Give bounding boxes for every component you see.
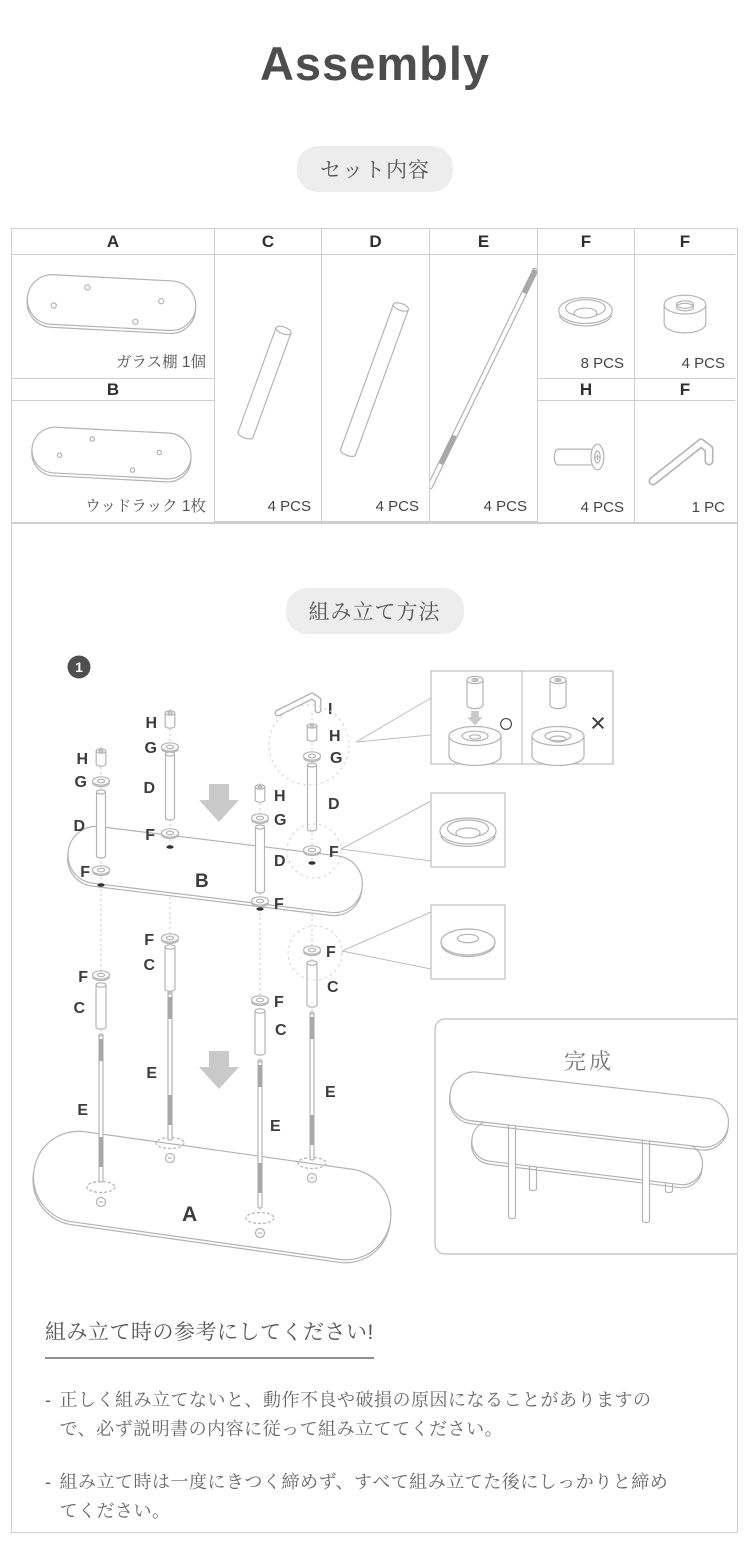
part-d-header: D: [322, 229, 430, 255]
board-a-drawing: [27, 1125, 397, 1268]
part-label-d: D: [73, 818, 85, 835]
part-f3-cell: [635, 401, 735, 522]
part-f3-header: F: [635, 379, 735, 401]
part-e-qty: 4 PCS: [483, 498, 527, 515]
assembly-method-badge: 組み立て方法: [286, 588, 464, 634]
part-f2-header: F: [635, 229, 735, 255]
note-bullet: -: [45, 1390, 52, 1410]
long-pipe-drawing: [322, 255, 429, 521]
part-label-e: E: [325, 1084, 336, 1101]
part-h-qty: 4 PCS: [580, 499, 624, 516]
threaded-rod-drawing: [430, 255, 537, 521]
completed-title: 完成: [563, 1049, 615, 1074]
part-label-f: F: [329, 844, 339, 861]
part-d-qty: 4 PCS: [375, 498, 419, 515]
page-title: Assembly: [259, 37, 491, 90]
part-c-cell: [215, 255, 322, 522]
part-a-header: A: [12, 229, 215, 255]
part-f2-cell: [635, 255, 735, 379]
part-label-d: D: [328, 796, 340, 813]
board-b-label: B: [195, 871, 209, 892]
part-label-c: C: [73, 1000, 85, 1017]
part-label-f: F: [274, 896, 284, 913]
part-label-g: G: [330, 750, 343, 767]
correct-wrong-inset: [431, 671, 613, 766]
part-label-d: D: [274, 853, 286, 870]
step-1-number: 1: [75, 659, 83, 675]
down-arrow-icon: [199, 1051, 239, 1089]
part-b-label: ウッドラック 1枚: [85, 498, 206, 515]
part-label-e: E: [77, 1102, 88, 1119]
part-a-cell: [12, 255, 215, 379]
board-b-hole: [308, 861, 315, 865]
part-f1-qty: 8 PCS: [580, 355, 624, 372]
notes-heading: 組み立て時の参考にしてください!: [45, 1316, 374, 1359]
ng-mark: ×: [590, 708, 606, 738]
note-item: [45, 1468, 670, 1526]
part-h-cell: [538, 401, 635, 522]
part-label-g: G: [74, 774, 87, 791]
parts-table: [11, 228, 738, 523]
set-contents-badge-wrap: [0, 146, 750, 192]
part-label-h: H: [329, 728, 341, 745]
part-e-header: E: [430, 229, 538, 255]
part-label-c: C: [275, 1022, 287, 1039]
board-b-hole: [256, 907, 263, 911]
assembly-notes: [45, 1316, 705, 1527]
part-b-header: B: [12, 379, 215, 401]
board-a-label: A: [182, 1203, 198, 1226]
part-label-f: F: [144, 932, 154, 949]
part-label-g: G: [144, 740, 157, 757]
part-c-qty: 4 PCS: [267, 498, 311, 515]
down-arrow-icon: [199, 784, 239, 822]
hex-wrench-icon: [278, 696, 318, 713]
assembly-method-section: [11, 523, 738, 1533]
part-label-e: E: [270, 1118, 281, 1135]
part-f2-qty: 4 PCS: [681, 355, 725, 372]
part-label-d: D: [143, 780, 155, 797]
part-f1-cell: [538, 255, 635, 379]
part-label-e: E: [146, 1065, 157, 1082]
part-label-f: F: [274, 994, 284, 1011]
part-f3-qty: 1 PC: [691, 499, 725, 516]
part-h-header: H: [538, 379, 635, 401]
note-text: 正しく組み立てないと、動作不良や破損の原因になることがありますので、必ず説明書の内容に従って組み立ててください。: [59, 1390, 652, 1440]
board-b-hole: [166, 845, 173, 849]
callouts: [269, 698, 431, 980]
step-1-marker: [68, 656, 91, 679]
part-label-f: F: [80, 864, 90, 881]
part-label-h: H: [274, 788, 286, 805]
part-label-f: F: [145, 827, 155, 844]
cup-washer-inset: [431, 793, 505, 867]
dome-washer-inset: [431, 905, 505, 979]
part-label-g: G: [274, 812, 287, 829]
part-label-f: F: [78, 969, 88, 986]
part-f1-header: F: [538, 229, 635, 255]
part-label-f: F: [326, 944, 336, 961]
part-label-h: H: [76, 751, 88, 768]
part-label-c: C: [327, 979, 339, 996]
part-label-c: C: [143, 957, 155, 974]
short-pipe-drawing: [215, 255, 321, 521]
part-label-i: I: [328, 701, 333, 718]
note-text: 組み立て時は一度にきつく締めず、すべて組み立てた後にしっかりと締めてください。: [59, 1472, 669, 1522]
part-a-label: ガラス棚 1個: [116, 354, 206, 371]
part-b-cell: [12, 401, 215, 522]
completed-box: [435, 1019, 737, 1254]
part-e-cell: [430, 255, 538, 522]
note-item: [45, 1386, 670, 1444]
guide-lines: [101, 709, 312, 1212]
part-c-header: C: [215, 229, 322, 255]
ok-mark: ○: [497, 708, 515, 738]
note-bullet: -: [45, 1472, 52, 1493]
part-label-h: H: [145, 715, 157, 732]
set-contents-badge: セット内容: [297, 146, 453, 192]
part-d-cell: [322, 255, 430, 522]
board-b-hole: [97, 883, 104, 887]
assembly-diagram: [12, 624, 737, 1306]
